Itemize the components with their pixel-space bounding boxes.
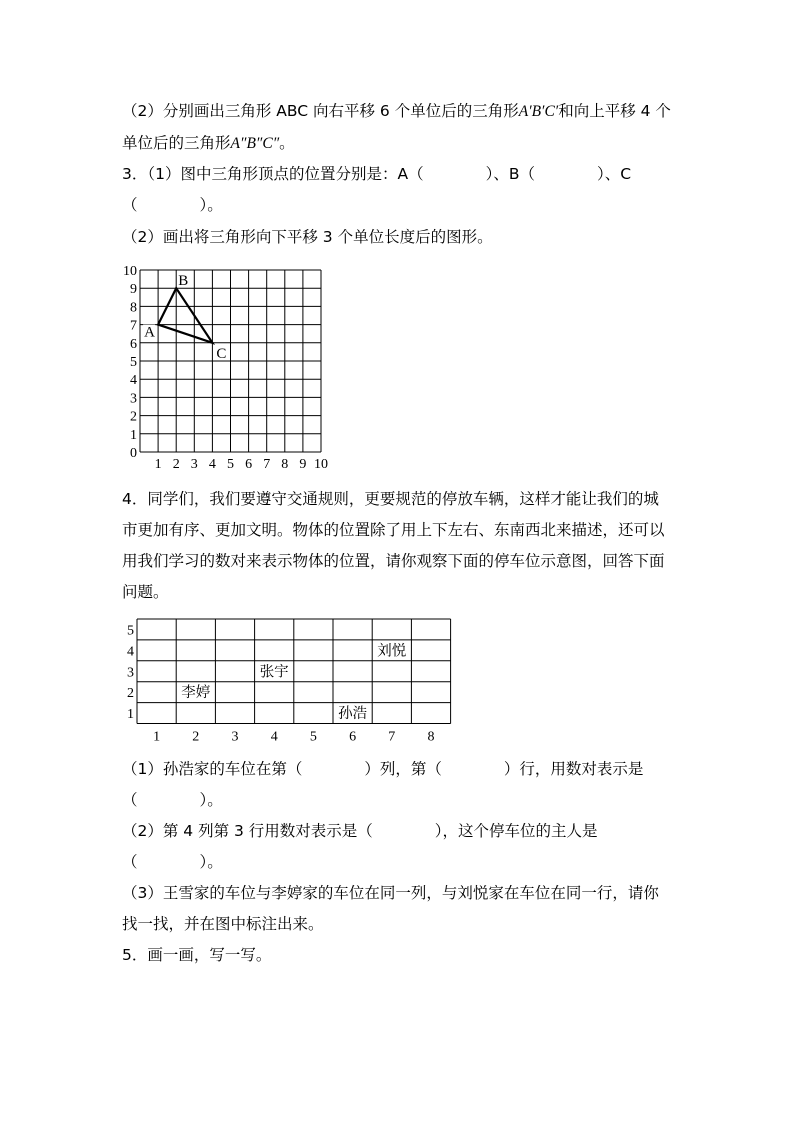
q4-line3: 用我们学习的数对来表示物体的位置，请你观察下面的停车位示意图，回答下面 xyxy=(122,552,665,570)
x-tick-label: 8 xyxy=(281,457,289,472)
q3-line2: （ ）。 xyxy=(122,196,223,214)
q4-line1: 4．同学们，我们要遵守交通规则，更要规范的停放车辆，这样才能让我们的城 xyxy=(122,490,659,508)
q2-part2-line2-post: 。 xyxy=(279,134,295,152)
q3-line1: 3．（1）图中三角形顶点的位置分别是：A（ ）、B（ ）、C xyxy=(122,165,632,183)
parking-row-label: 2 xyxy=(127,686,134,702)
parking-col-label: 6 xyxy=(349,729,357,745)
parking-row-label: 5 xyxy=(127,623,134,639)
y-tick-label: 9 xyxy=(130,282,137,298)
q2-part2-line2 xyxy=(122,133,295,154)
parking-col-label: 5 xyxy=(309,729,317,745)
q4-line4: 问题。 xyxy=(122,583,169,601)
vertex-label-c: C xyxy=(216,345,227,362)
parking-row-label: 3 xyxy=(127,665,134,681)
q2-part2-line1-post: 和向上平移 4 个 xyxy=(558,102,671,120)
parking-col-label: 3 xyxy=(231,729,239,745)
vertex-label-b: B xyxy=(178,273,189,290)
y-tick-label: 6 xyxy=(130,336,137,352)
q4-sub2-line1: （2）第 4 列第 3 行用数对表示是（ ），这个停车位的主人是 xyxy=(122,822,598,840)
y-tick-label: 10 xyxy=(123,264,137,279)
parking-row-label: 4 xyxy=(127,644,134,660)
x-tick-label: 4 xyxy=(208,457,216,472)
q3-line3: （2）画出将三角形向下平移 3 个单位长度后的图形。 xyxy=(122,228,493,246)
triangle-label-a2: A″B″C″ xyxy=(230,135,280,152)
parking-owner-name: 孙浩 xyxy=(338,706,368,723)
triangle-abc xyxy=(158,288,212,343)
grid-lines xyxy=(140,270,321,452)
q4-sub3-line2: 找一找，并在图中标注出来。 xyxy=(122,915,324,933)
y-axis-ticks xyxy=(123,264,137,461)
parking-row-labels xyxy=(127,623,134,722)
x-axis-ticks xyxy=(155,457,328,472)
parking-grid-lines xyxy=(137,619,451,724)
parking-col-label: 2 xyxy=(192,729,200,745)
x-tick-label: 10 xyxy=(314,457,328,472)
y-tick-label: 3 xyxy=(130,391,137,407)
y-tick-label: 4 xyxy=(130,373,137,389)
y-tick-label: 0 xyxy=(130,446,137,461)
parking-col-label: 8 xyxy=(427,729,435,745)
y-tick-label: 7 xyxy=(130,318,137,334)
q4-line2: 市更加有序、更加文明。物体的位置除了用上下左右、东南西北来描述，还可以 xyxy=(122,521,665,539)
q2-part2-line1-pre: （2）分别画出三角形 ABC 向右平移 6 个单位后的三角形 xyxy=(122,102,519,120)
y-tick-label: 2 xyxy=(130,409,137,425)
y-tick-label: 5 xyxy=(130,355,137,370)
x-tick-label: 3 xyxy=(190,457,198,472)
q2-part2-line2-pre: 单位后的三角形 xyxy=(122,134,231,152)
q4-sub1-line2: （ ）。 xyxy=(122,791,223,809)
triangle-label-a1: A′B′C′ xyxy=(518,103,559,120)
parking-owner-name: 张宇 xyxy=(259,664,289,681)
x-tick-label: 2 xyxy=(172,457,180,472)
q2-part2-line1 xyxy=(122,101,671,122)
y-tick-label: 8 xyxy=(130,300,137,316)
parking-col-label: 1 xyxy=(153,729,161,745)
q4-sub3-line1: （3）王雪家的车位与李婷家的车位在同一列，与刘悦家在车位在同一行，请你 xyxy=(122,884,659,902)
coordinate-grid xyxy=(110,262,340,474)
x-tick-label: 9 xyxy=(299,457,307,472)
parking-owner-name: 刘悦 xyxy=(377,643,407,660)
x-tick-label: 7 xyxy=(263,457,271,472)
q4-sub1-line1: （1）孙浩家的车位在第（ ）列，第（ ）行，用数对表示是 xyxy=(122,760,644,778)
x-tick-label: 1 xyxy=(154,457,162,472)
parking-row-label: 1 xyxy=(127,707,134,723)
y-tick-label: 1 xyxy=(130,427,137,443)
parking-col-label: 4 xyxy=(270,729,278,745)
parking-owner-name: 李婷 xyxy=(181,685,211,702)
vertex-label-a: A xyxy=(144,324,155,341)
triangle-vertex-labels xyxy=(143,273,227,362)
q5-line1: 5．画一画，写一写。 xyxy=(122,946,272,964)
x-tick-label: 6 xyxy=(245,457,253,472)
parking-col-label: 7 xyxy=(388,729,396,745)
q4-sub2-line2: （ ）。 xyxy=(122,853,223,871)
parking-column-labels xyxy=(153,730,434,745)
x-tick-label: 5 xyxy=(227,457,234,472)
parking-lot-grid xyxy=(110,612,460,747)
